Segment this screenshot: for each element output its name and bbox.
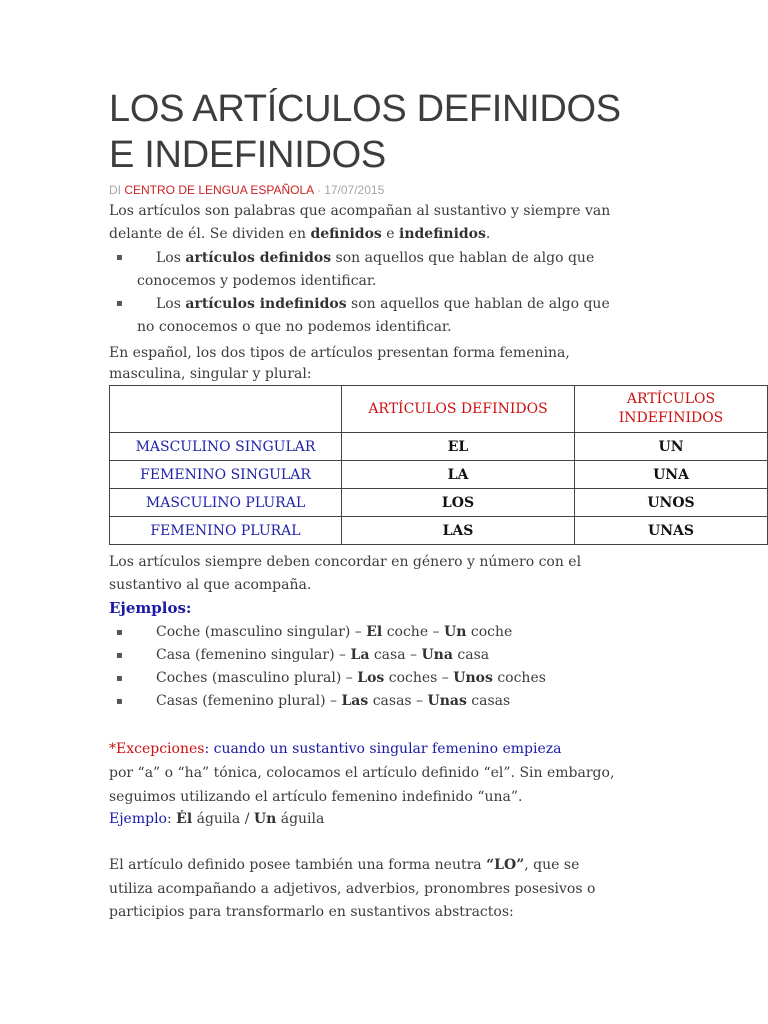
concord-line-1: [109, 551, 581, 574]
neutral-line-2: [109, 878, 595, 901]
table-row: [110, 461, 768, 489]
emphasis: artículos indefinidos: [185, 296, 347, 312]
table-cell: MASCULINO PLURAL: [110, 489, 342, 517]
example-item: [156, 621, 512, 644]
table-cell: FEMENINO SINGULAR: [110, 461, 342, 489]
intro-text: Los artículos son palabras que acompañan al sustantivo y siempre van: [109, 203, 611, 219]
exceptions-text: por “a” o “ha” tónica, colocamos el artículo definido “el”. Sin embargo,: [109, 765, 615, 781]
table-cell: EL: [342, 433, 575, 461]
spanish-line-1: [109, 342, 570, 365]
bullet-text: son aquellos que hablan de algo que: [331, 250, 595, 266]
example-text: casa –: [369, 647, 422, 663]
bullet-2-line-2: [137, 316, 452, 339]
meta-prefix: DI: [109, 183, 125, 197]
table-header-cell: [575, 386, 768, 433]
example-item: [156, 667, 546, 690]
table-cell: LOS: [342, 489, 575, 517]
bullet-text: conocemos y podemos identificar.: [137, 273, 377, 289]
publish-date: 17/07/2015: [324, 183, 385, 197]
bullet-text: no conocemos o que no podemos identificar.: [137, 319, 452, 335]
meta-separator: ·: [313, 183, 325, 197]
emphasis: Él: [176, 811, 193, 827]
page-title: [109, 86, 709, 178]
bullet-2-line-1: [156, 293, 610, 316]
table-cell: UN: [575, 433, 768, 461]
example-text: Coches (masculino plural) –: [156, 670, 358, 686]
table-header-row: [110, 386, 768, 433]
table-header-cell: ARTÍCULOS DEFINIDOS: [342, 386, 575, 433]
title-line-1: LOS ARTÍCULOS DEFINIDOS: [109, 88, 621, 130]
example-text: coches: [492, 670, 546, 686]
emphasis: indefinidos: [399, 226, 486, 242]
exceptions-text: seguimos utilizando el artículo femenino indefinido “una”.: [109, 789, 523, 805]
concord-line-2: [109, 574, 311, 597]
emphasis: Un: [253, 811, 277, 827]
author-link[interactable]: CENTRO DE LENGUA ESPAÑOLA: [124, 183, 314, 197]
paragraph-text: masculina, singular y plural:: [109, 366, 312, 382]
paragraph-text: sustantivo al que acompaña.: [109, 577, 312, 593]
header-text: ARTÍCULOS: [626, 391, 716, 407]
emphasis: “LO”: [486, 857, 525, 873]
bullet-1-line-2: [137, 270, 377, 293]
bullet-text: son aquellos que hablan de algo que: [346, 296, 610, 312]
table-header-cell: [110, 386, 342, 433]
table-cell: LA: [342, 461, 575, 489]
intro-text: .: [485, 226, 491, 242]
table-cell: UNA: [575, 461, 768, 489]
emphasis: El: [366, 624, 383, 640]
emphasis: artículos definidos: [185, 250, 332, 266]
articles-table: [109, 385, 768, 545]
examples-heading: [109, 597, 191, 620]
example-label: Ejemplo: [109, 811, 167, 827]
table-row: [110, 433, 768, 461]
table-cell: UNOS: [575, 489, 768, 517]
emphasis: Las: [341, 693, 369, 709]
intro-text: delante de él. Se dividen en: [109, 226, 311, 242]
exception-example: [109, 808, 324, 831]
example-text: coche –: [382, 624, 445, 640]
header-text: INDEFINIDOS: [618, 410, 724, 426]
example-item: [156, 690, 510, 713]
example-item: [156, 644, 489, 667]
exceptions-line-2: [109, 762, 614, 785]
emphasis: Unos: [453, 670, 493, 686]
article-meta: [109, 183, 384, 197]
table-cell: UNAS: [575, 517, 768, 545]
exceptions-line-3: [109, 786, 522, 809]
paragraph-text: utiliza acompañando a adjetivos, adverbios, pronombres posesivos o: [109, 881, 596, 897]
example-text: Casas (femenino plural) –: [156, 693, 342, 709]
example-text: águila /: [192, 811, 254, 827]
example-text: casa: [452, 647, 490, 663]
example-text: coche: [466, 624, 513, 640]
bullet-marker: ▪: [116, 298, 123, 309]
neutral-line-3: [109, 901, 514, 924]
exceptions-line-1: [109, 738, 561, 761]
example-text: coches –: [384, 670, 454, 686]
emphasis: Una: [421, 647, 453, 663]
table-cell: MASCULINO SINGULAR: [110, 433, 342, 461]
heading-text: Ejemplos:: [109, 599, 192, 617]
intro-line-1: [109, 200, 610, 223]
neutral-line-1: [109, 854, 579, 877]
example-text: :: [167, 811, 177, 827]
bullet-1-line-1: [156, 247, 594, 270]
emphasis: Los: [357, 670, 385, 686]
paragraph-text: , que se: [524, 857, 580, 873]
paragraph-text: El artículo definido posee también una forma neutra: [109, 857, 487, 873]
example-text: Coche (masculino singular) –: [156, 624, 367, 640]
table-row: [110, 489, 768, 517]
paragraph-text: Los artículos siempre deben concordar en género y número con el: [109, 554, 582, 570]
emphasis: Un: [444, 624, 467, 640]
bullet-text: Los: [156, 296, 186, 312]
example-text: águila: [276, 811, 325, 827]
emphasis: La: [350, 647, 370, 663]
table-row: [110, 517, 768, 545]
bullet-marker: ▪: [116, 696, 123, 707]
exceptions-label: *Excepciones: [109, 741, 205, 757]
bullet-marker: ▪: [116, 673, 123, 684]
exceptions-text: : cuando un sustantivo singular femenino empieza: [204, 741, 562, 757]
emphasis: Unas: [427, 693, 467, 709]
example-text: casas: [466, 693, 511, 709]
example-text: casas –: [368, 693, 428, 709]
bullet-marker: ▪: [116, 252, 123, 263]
spanish-line-2: [109, 363, 312, 386]
bullet-marker: ▪: [116, 650, 123, 661]
bullet-marker: ▪: [116, 627, 123, 638]
table-cell: LAS: [342, 517, 575, 545]
emphasis: definidos: [310, 226, 382, 242]
intro-text: e: [381, 226, 400, 242]
table-cell: FEMENINO PLURAL: [110, 517, 342, 545]
paragraph-text: participios para transformarlo en sustantivos abstractos:: [109, 904, 514, 920]
intro-line-2: [109, 223, 490, 246]
paragraph-text: En español, los dos tipos de artículos presentan forma femenina,: [109, 345, 570, 361]
example-text: Casa (femenino singular) –: [156, 647, 351, 663]
title-line-2: E INDEFINIDOS: [109, 134, 386, 176]
bullet-text: Los: [156, 250, 186, 266]
